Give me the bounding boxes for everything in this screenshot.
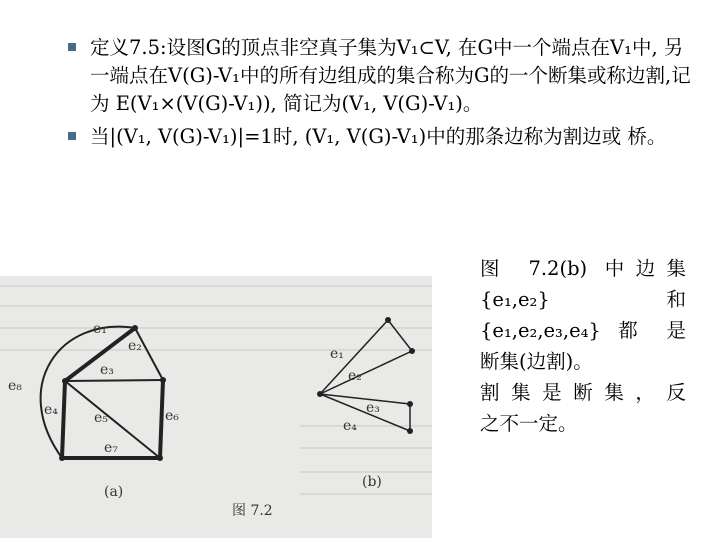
caption-line: 断集(边割)。 [480,350,593,373]
bridge-text: 当|(V₁, V(G)-V₁)|=1时, (V₁, V(G)-V₁)中的那条边称为割边或 桥。 [90,125,667,148]
edge-e6 [160,380,163,458]
caption-line: {e₁,e₂,e₃,e₄} 都 是 [480,319,686,342]
edge-label: e₃ [100,362,114,378]
definition-text: 定义7.5:设图G的顶点非空真子集为V₁⊂V, 在G中一个端点在V₁中, 另一端点在V(G)-V₁中的所有边组成的集合称为G的一个断集或称边割,记为 E(V₁×(V(G)-V₁)), 简记为(V₁, V(G)-V₁)。 [90,36,691,115]
edge-label: e₆ [165,408,179,424]
figure-title: 图 7.2 [232,503,273,519]
caption-line: 之不一定。 [480,412,578,435]
edge-e3 [65,380,163,381]
bullet-marker [68,132,76,140]
edge-label: e₅ [94,410,108,426]
edge-label: e₁ [330,346,344,362]
figure-image [0,276,432,538]
caption-line: 图 7.2(b) 中边集 [480,257,686,280]
bullet-list [68,34,696,156]
figure-caption [480,253,686,439]
caption-line: 割集是断集，反 [480,381,686,404]
edge-e8 [41,327,135,458]
bullet-definition [68,34,696,118]
bullet-bridge [68,123,696,151]
edge-label: e₁ [93,321,107,337]
edge-label: e₃ [366,400,380,416]
edge-label: e₇ [104,440,118,456]
figure-label-a: (a) [104,484,124,500]
graph-b [317,317,415,434]
caption-line: {e₁,e₂} 和 [480,288,686,311]
edge-label: e₂ [128,338,142,354]
edge-label: e₄ [343,418,357,434]
edge-label: e₄ [44,402,58,418]
figure-label-b: (b) [362,474,382,490]
bullet-marker [68,43,76,51]
edge-label: e₂ [348,368,362,384]
edge-label: e₈ [8,378,22,394]
edge-e2 [135,328,163,380]
edge-e4 [62,381,65,458]
